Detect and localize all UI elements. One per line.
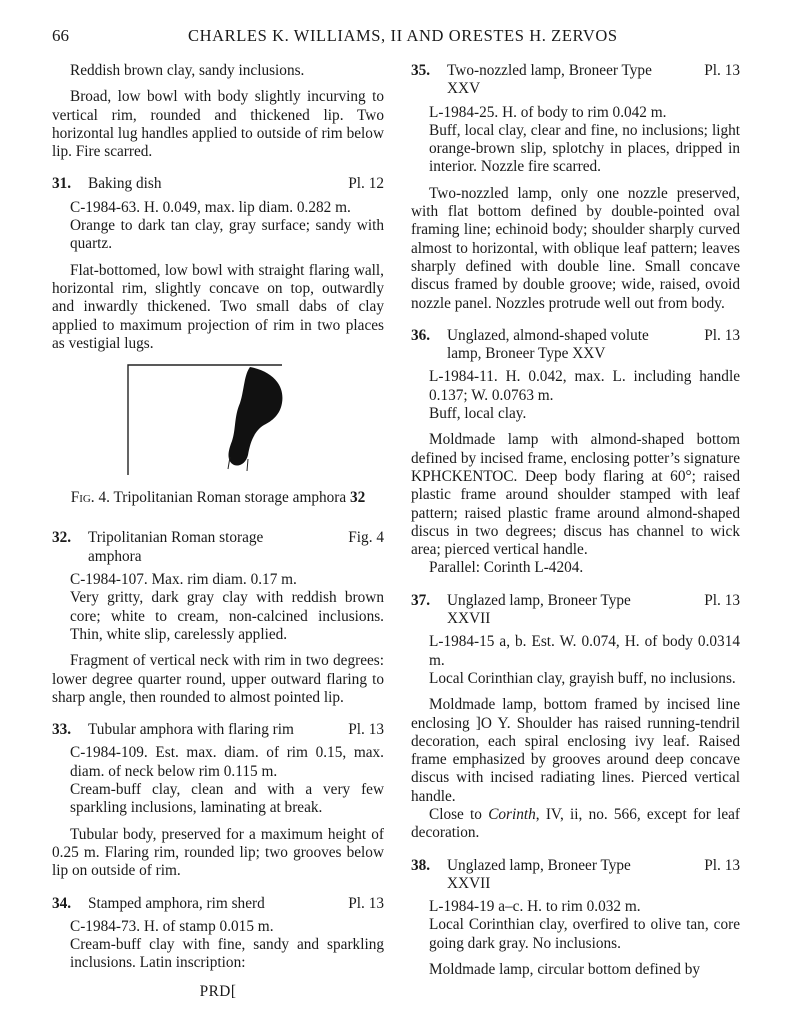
entry-title: Unglazed, almond-shaped volute [447, 326, 649, 344]
figure-catalogue-ref: 32 [350, 489, 366, 507]
entry-title-continued: XXVII [447, 610, 491, 628]
intro-clay: Reddish brown clay, sandy inclusions. [70, 62, 305, 79]
figure-caption [52, 489, 384, 507]
clay-description: Orange to dark tan clay, gray surface; sandy with quartz. [70, 217, 384, 253]
catalogue-entry-34 [52, 895, 384, 1001]
figure-label: Fig. 4. [70, 489, 110, 507]
plate-reference: Pl. 13 [704, 326, 740, 344]
entry-title-continued: XXV [447, 80, 481, 98]
clay-description: Very gritty, dark gray clay with reddish brown core; white to cream, non-calcined inclusions. Thin, white slip, carelessly applied. [70, 589, 384, 643]
inventory-measurements: C-1984-73. H. of stamp 0.015 m. [70, 917, 274, 935]
stamp-inscription: PRD[ [199, 982, 237, 1000]
plate-reference: Pl. 13 [348, 894, 384, 912]
clay-description: Buff, local clay. [429, 405, 527, 423]
entry-number: 37. [411, 591, 431, 609]
comparison-lead: Close to [429, 805, 482, 823]
entry-title-continued: amphora [88, 547, 142, 565]
entry-title: Baking dish [88, 175, 162, 193]
entry-number: 33. [52, 721, 72, 739]
clay-description: Cream-buff clay, clean and with a very few sparkling inclusions, laminating at break. [70, 781, 384, 817]
entry-description: Two-nozzled lamp, only one nozzle preserved, with flat bottom defined by double-pointed oval framing line; echinoid body; shoulder sharply curved almost to horizontal, with oblique leaf pattern; leaves sharply defined with double line. Small concave discus framed by double groove; wide, raised, ovoid nozzle panel. Nozzles protrude well out from body. [411, 184, 740, 312]
catalogue-entry-38 [411, 857, 740, 980]
left-column [52, 62, 384, 1001]
catalogue-entry-36 [411, 327, 740, 578]
figure-reference: Fig. 4 [348, 529, 384, 547]
page-header [0, 26, 792, 48]
clay-description: Local Corinthian clay, overfired to olive tan, core going dark gray. No inclusions. [429, 916, 740, 952]
entry-title-continued: XXVII [447, 874, 491, 892]
figure-caption-text: Tripolitanian Roman storage amphora [113, 489, 347, 507]
catalogue-entry-33 [52, 721, 384, 880]
parallel-reference: Parallel: Corinth L-4204. [429, 559, 584, 577]
right-column [411, 62, 740, 979]
running-title: CHARLES K. WILLIAMS, II AND ORESTES H. ZERVOS [188, 26, 618, 45]
entry-title: Stamped amphora, rim sherd [88, 894, 265, 912]
entry-number: 35. [411, 62, 431, 79]
entry-number: 32. [52, 529, 72, 547]
catalogue-entry-35 [411, 62, 740, 313]
inventory-measurements: L-1984-19 a–c. H. to rim 0.032 m. [429, 898, 641, 916]
plate-reference: Pl. 13 [704, 62, 740, 79]
entry-number: 36. [411, 326, 431, 344]
inventory-measurements: C-1984-107. Max. rim diam. 0.17 m. [70, 571, 297, 589]
inventory-measurements: L-1984-11. H. 0.042, max. L. including handle 0.137; W. 0.0763 m. [429, 368, 740, 404]
entry-number: 31. [52, 175, 72, 193]
entry-title: Unglazed lamp, Broneer Type [447, 591, 631, 609]
clay-description: Buff, local clay, clear and fine, no inclusions; light orange-brown slip, splotchy in places, dripped in interior. Nozzle fire scarred. [429, 121, 740, 176]
inventory-measurements: L-1984-15 a, b. Est. W. 0.074, H. of body 0.0314 m. [429, 633, 740, 669]
entry-number: 38. [411, 856, 431, 874]
catalogue-entry-32 [52, 529, 384, 707]
intro-description: Broad, low bowl with body slightly incurving to vertical rim, rounded and thickened lip. Two horizontal lug handles applied to outside of rim below lip. Fire scarred. [52, 88, 384, 161]
entry-title: Two-nozzled lamp, Broneer Type [447, 62, 652, 79]
figure-4 [52, 363, 384, 483]
entry-number: 34. [52, 894, 72, 912]
publication-title: Corinth [488, 805, 536, 823]
entry-title-continued: lamp, Broneer Type XXV [447, 345, 606, 363]
entry-title: Unglazed lamp, Broneer Type [447, 856, 631, 874]
entry-title: Tripolitanian Roman storage [88, 529, 264, 547]
plate-reference: Pl. 13 [348, 721, 384, 739]
clay-description: Cream-buff clay with fine, sandy and sparkling inclusions. Latin inscription: [70, 936, 384, 972]
plate-reference: Pl. 12 [348, 175, 384, 193]
entry-description: Tubular body, preserved for a maximum height of 0.25 m. Flaring rim, rounded lip; two grooves below lip on outside of rim. [52, 825, 384, 880]
comparison-note [411, 806, 740, 843]
entry-description: Moldmade lamp, circular bottom defined by [429, 961, 701, 979]
inventory-measurements: C-1984-109. Est. max. diam. of rim 0.15, max. diam. of neck below rim 0.115 m. [70, 744, 384, 780]
plate-reference: Pl. 13 [704, 591, 740, 609]
plate-reference: Pl. 13 [704, 856, 740, 874]
catalogue-entry-37 [411, 592, 740, 843]
entry-title: Tubular amphora with flaring rim [88, 721, 294, 739]
inventory-measurements: C-1984-63. H. 0.049, max. lip diam. 0.282 m. [70, 198, 351, 216]
clay-description: Local Corinthian clay, grayish buff, no inclusions. [429, 669, 736, 687]
catalogue-entry-31 [52, 175, 384, 353]
amphora-rim-profile-drawing [122, 363, 292, 475]
entry-description: Flat-bottomed, low bowl with straight flaring wall, horizontal rim, slightly concave on top, outwardly and inwardly thickened. Two small dabs of clay applied to maximum projection of rim in two places as vestigial lugs. [52, 261, 384, 352]
page-number: 66 [52, 26, 69, 45]
entry-description: Moldmade lamp with almond-shaped bottom defined by incised frame, enclosing potter’s signature ΚΡΗCΚΕΝΤΟC. Deep body flaring at 60°; raised plastic frame around shoulder stamped with leaf pattern; raised plastic frame around almond-shaped discus in two degrees; discus has channel to wick area; pierced vertical handle. [411, 431, 740, 559]
entry-description: Moldmade lamp, bottom framed by incised line enclosing ]Ο Υ. Shoulder has raised running-tendril decoration, each spiral enclosing ivy leaf. Raised frame emphasized by grooves around deep concave discus with incised radiating lines. Pierced vertical handle. [411, 696, 740, 805]
entry-description: Fragment of vertical neck with rim in two degrees: lower degree quarter round, upper outward flaring to sharp angle, then rounded to almost pointed lip. [52, 652, 384, 706]
comparison-rest: , IV, ii, no. 566, except for leaf decoration. [411, 805, 740, 842]
inventory-measurements: L-1984-25. H. of body to rim 0.042 m. [429, 103, 667, 121]
